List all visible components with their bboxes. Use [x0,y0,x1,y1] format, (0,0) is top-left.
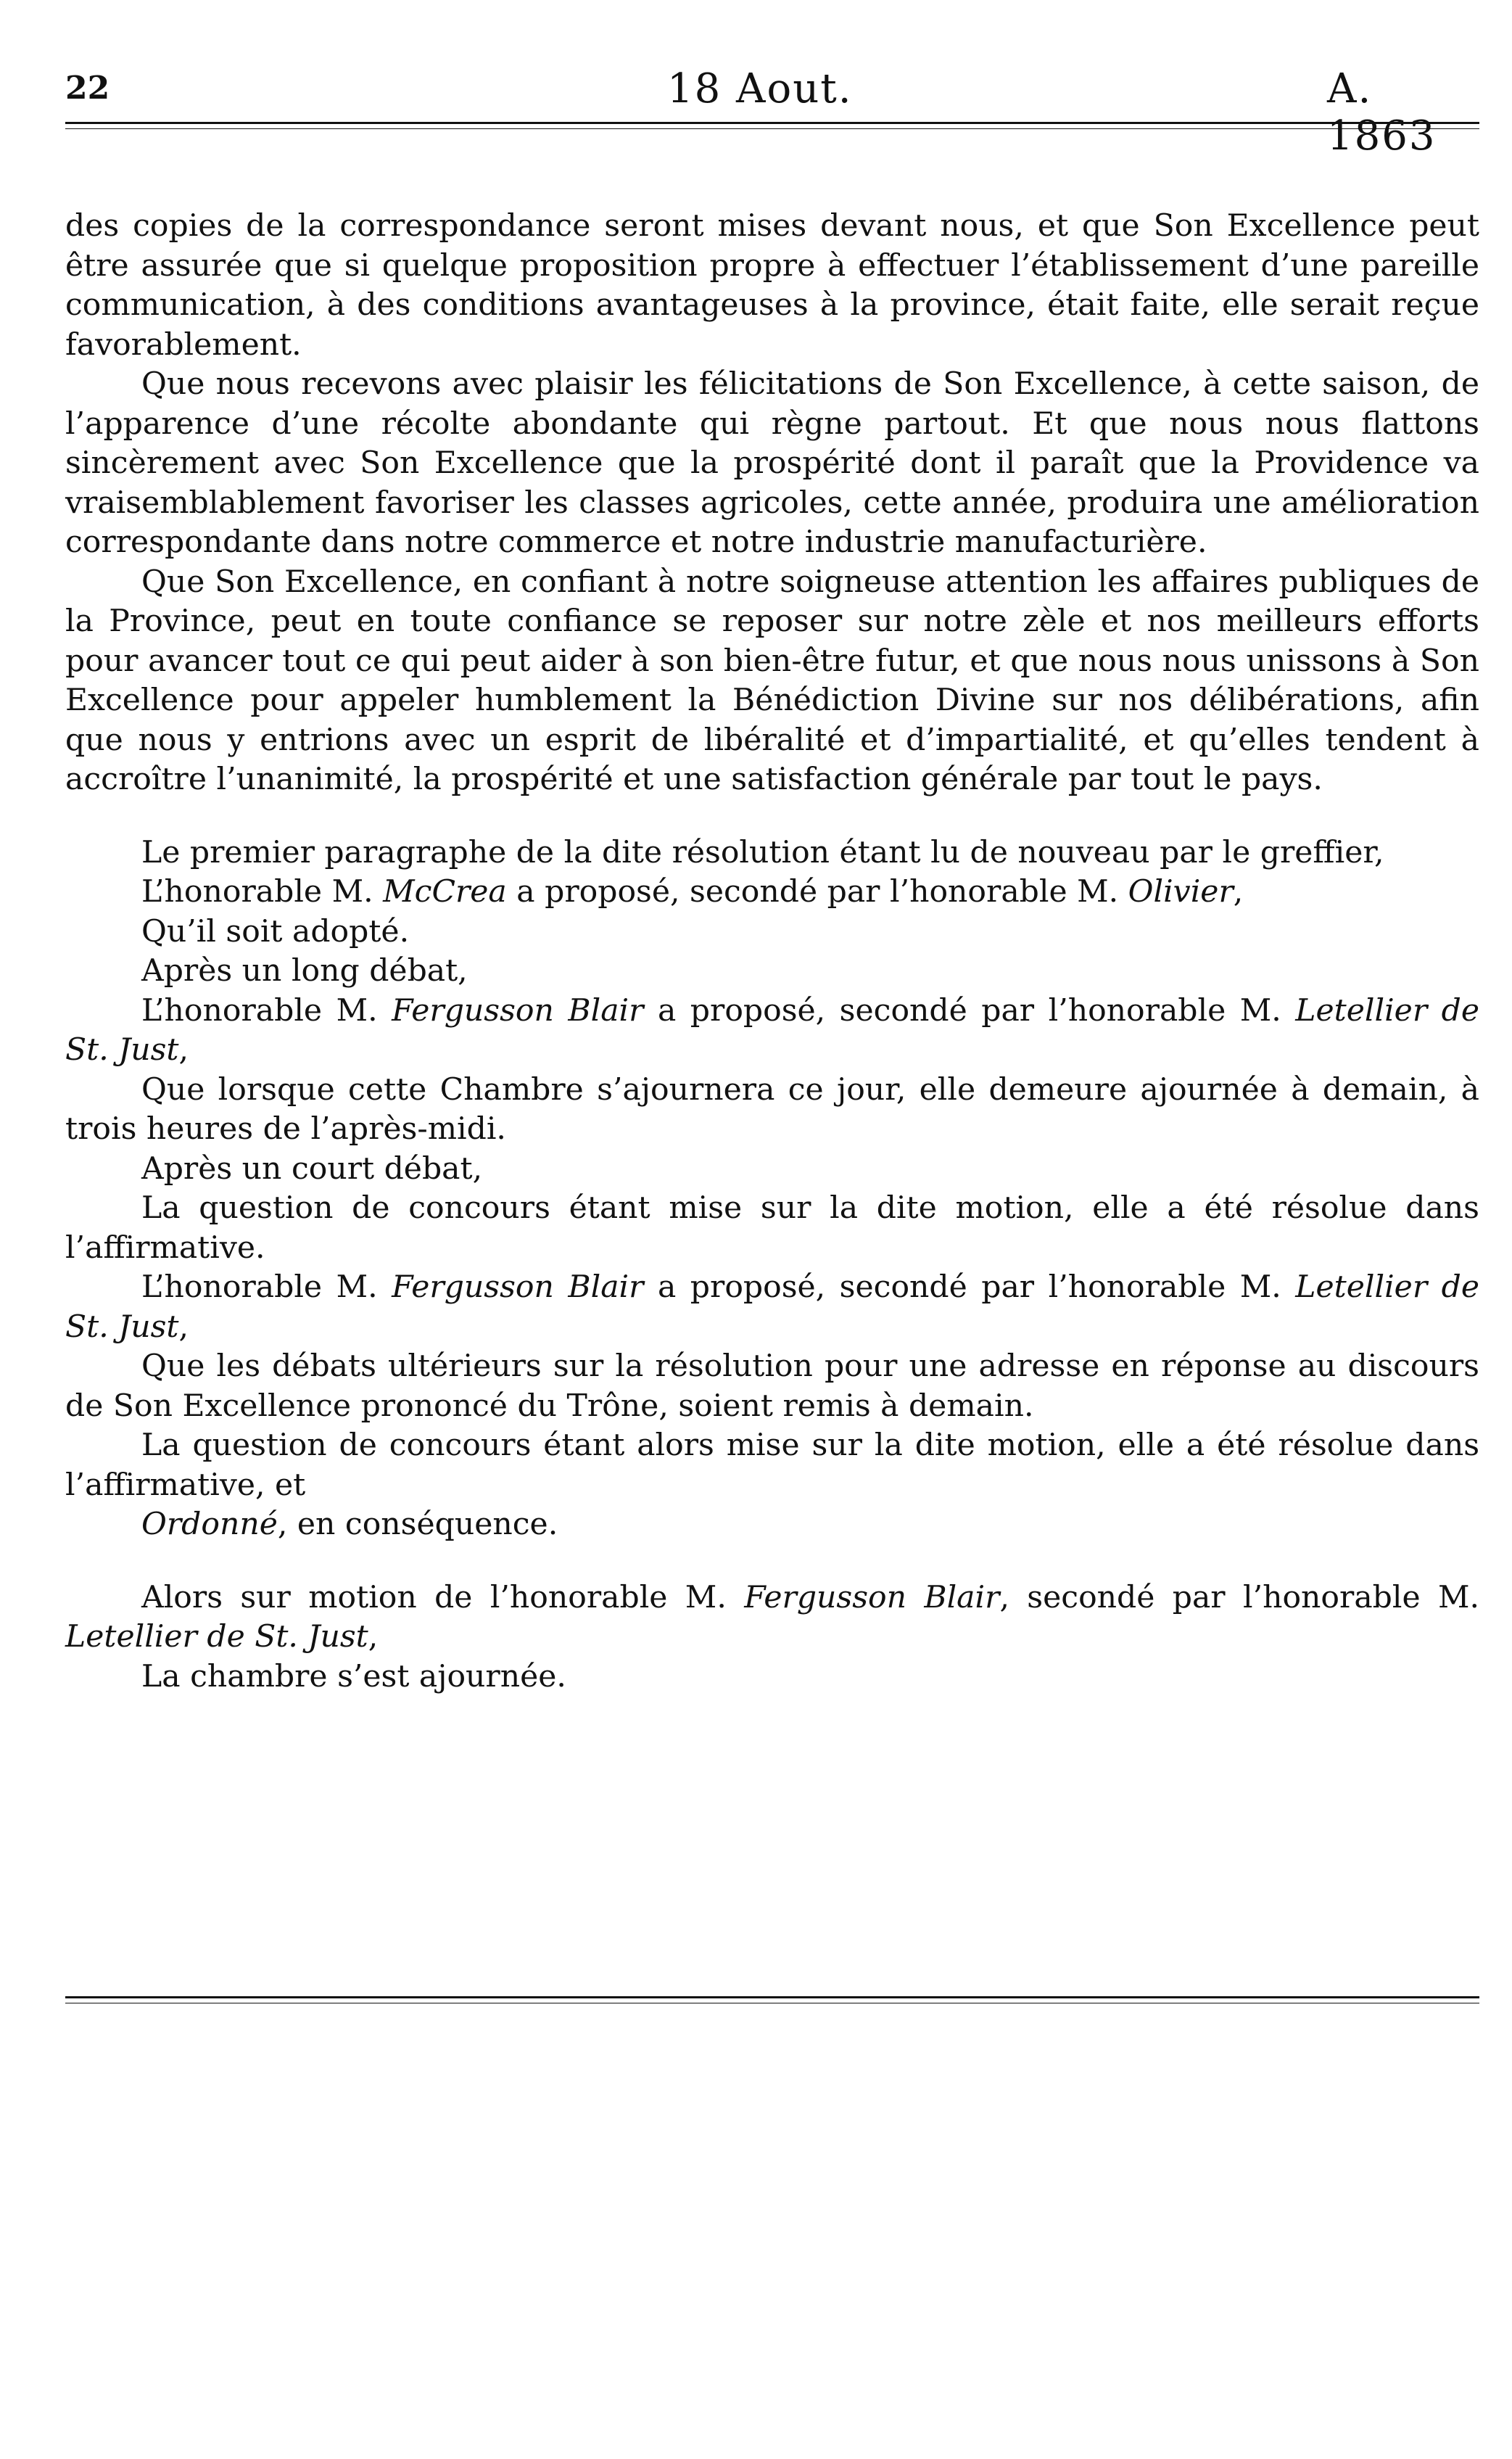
text-run: L’honorable M. [141,874,384,910]
text-run: Alors sur motion de l’honorable M. [141,1579,745,1615]
paragraph: Que nous recevons avec plaisir les félicitations de Son Excellence, à cette saison, de l’apparence d’une récolte abondante qui règne partout. Et que nous nous flattons sincèrement avec Son Excellence que la prospérité dont il paraît que la Providence va vraisemblablement favoriser les classes agricoles, cette année, produira une amélioration correspondante dans notre commerce et notre industrie manufacturière. [65,366,1479,560]
text-run: , [178,1032,189,1068]
member-name: Fergusson Blair [392,992,644,1029]
paragraph: Qu’il soit adopté. [141,913,410,950]
text-run: a proposé, secondé par l’honorable M. [506,874,1128,910]
paragraph: Que lorsque cette Chambre s’ajournera ce jour, elle demeure ajournée à demain, à trois heures de l’après-midi. [65,1071,1479,1147]
paragraph: Que Son Excellence, en confiant à notre soigneuse attention les affaires publiques de la Province, peut en toute confiance se reposer sur notre zèle et nos meilleurs efforts pour avancer tout ce qui peut aider à son bien-être futur, et que nous nous unissons à Son Excellence pour appeler humblement la Bénédiction Divine sur nos délibérations, afin que nous y entrions avec un esprit de libéralité et d’impartialité, et qu’elles tendent à accroître l’unanimité, la prospérité et une satisfaction générale par tout le pays. [65,564,1479,797]
text-run: , [1233,874,1244,910]
paragraph: Après un court débat, [141,1150,483,1187]
text-run: a proposé, secondé par l’honorable M. [643,1269,1296,1305]
member-name: Fergusson Blair [744,1579,1000,1615]
paragraph: La question de concours étant mise sur la dite motion, elle a été résolue dans l’affirmative. [65,1190,1479,1266]
ordered-word: Ordonné [141,1507,278,1542]
member-name: Fergusson Blair [392,1269,644,1305]
body-text [65,207,1479,1697]
text-run: , en conséquence. [277,1507,558,1542]
footer-rule [65,1996,1479,1998]
paragraph: La chambre s’est ajournée. [141,1658,566,1694]
member-name: McCrea [383,874,507,910]
header-date: 18 Aout. [667,65,853,112]
member-name: Olivier [1128,874,1234,910]
paragraph [65,1505,1479,1545]
paragraph: Après un long débat, [141,953,468,989]
paragraph [65,992,1479,1071]
paragraph [65,1578,1479,1657]
text-run: , [178,1309,189,1345]
page-header [65,65,1468,160]
text-run: L’honorable M. [141,1269,392,1305]
text-run: a proposé, secondé par l’honorable M. [643,992,1296,1029]
paragraph: Le premier paragraphe de la dite résolution étant lu de nouveau par le greffier, [141,834,1384,870]
text-run: L’honorable M. [141,992,392,1029]
header-rule [65,122,1479,124]
page-number: 22 [65,70,110,107]
spacer [65,1545,1479,1578]
spacer [65,800,1479,833]
paragraph [65,873,1479,913]
paragraph [65,1268,1479,1347]
header-year: A. 1863 [1327,65,1437,160]
text-run: , [368,1619,379,1655]
header-rule-thin [65,128,1479,129]
paragraph: La question de concours étant alors mise sur la dite motion, elle a été résolue dans l’affirmative, et [65,1428,1479,1503]
member-name: Letellier de St. Just [65,1619,368,1655]
member-name: Letellier de St. Just [65,1269,1479,1345]
paragraph: Que les débats ultérieurs sur la résolution pour une adresse en réponse au discours de Son Excellence prononcé du Trône, soient remis à demain. [65,1348,1479,1424]
text-run: , secondé par l’honorable M. [999,1579,1479,1615]
member-name: Letellier de St. Just [65,992,1479,1068]
paragraph: des copies de la correspondance seront mises devant nous, et que Son Excellence peut être assurée que si quelque proposition propre à effectuer l’établissement d’une pareille communication, à des conditions avantageuses à la province, était faite, elle serait reçue favorablement. [65,208,1479,363]
